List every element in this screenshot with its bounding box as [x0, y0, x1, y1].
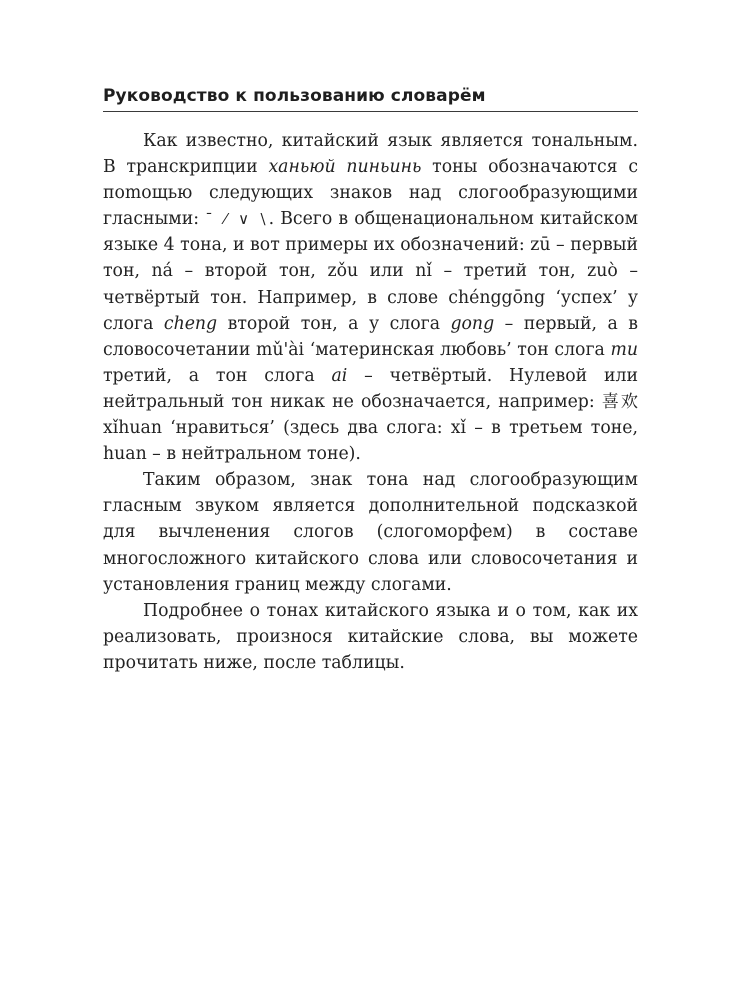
paragraph [103, 128, 638, 467]
text-run: . Всего в общенациональном китайском языке 4 тона, и вот примеры их обозначений: zū – первый тон, ná – второй тон, zǒu или nǐ – третий тон, zuò – четвёртый тон. Например, в слове chénggōng ‘успех’ у слога [103, 209, 639, 334]
italic-term: gong [450, 313, 495, 334]
text-run: – первый, а в словосочетании mǔ'ài ‘материнская любовь’ тон слога [103, 313, 638, 360]
text-run: третий, а тон слога [103, 365, 332, 386]
paragraph [103, 598, 638, 676]
italic-term: ai [331, 365, 348, 386]
paragraph [103, 467, 638, 597]
text-run: тоны обозначаются с поmощью следующих знаков над слогообразующими гласными: [103, 157, 638, 230]
page-header: Руководство к пользованию словарём [103, 86, 486, 106]
italic-term: cheng [163, 313, 218, 334]
italic-term: mu [610, 339, 638, 360]
text-run: Таким образом, знак тона над слогообразующим гласным звуком является дополнительной подсказкой для вычленения слогов (слогоморфем) в составе многосложного китайского слова или словосочетания и установления границ между слогами. [103, 470, 638, 595]
header-rule [103, 111, 638, 112]
tone-marks: ¯ ⁄ ∨ \ [205, 210, 269, 229]
text-run: второй тон, а у слога [217, 313, 451, 334]
text-run: Как известно, китайский язык является тональным. В транскрипции [103, 131, 638, 178]
text-body [103, 128, 638, 676]
text-run: – четвёртый. Нулевой или нейтральный тон никак не обозначается, например: 喜欢xǐhuan ‘нравиться’ (здесь два слога: xǐ – в третьем тоне, huan – в нейтральном тоне). [103, 365, 638, 465]
italic-term: ханьюй пиньинь [268, 157, 422, 178]
text-run: Подробнее о тонах китайского языка и о том, как их реализовать, произнося китайские слова, вы можете прочитать ниже, после таблицы. [103, 600, 638, 673]
